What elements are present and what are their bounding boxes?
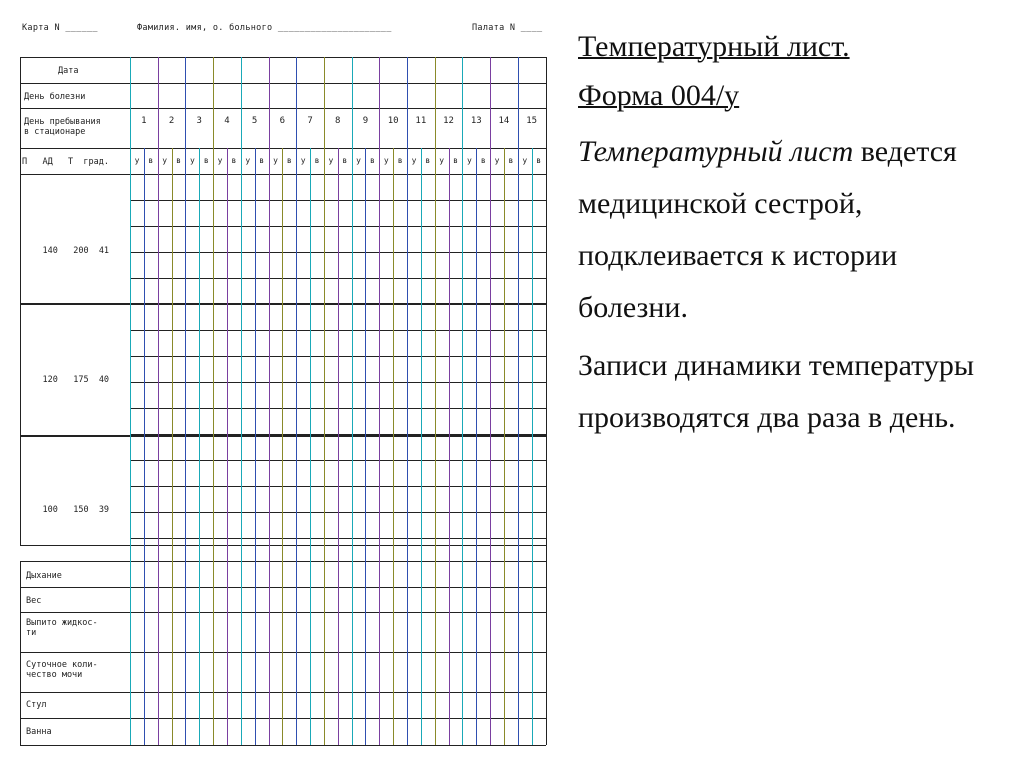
- slide-title: [578, 22, 998, 120]
- evening-shift-label: в: [342, 156, 348, 165]
- temperature-value: 41: [98, 246, 110, 256]
- day-number-label: 1: [141, 116, 147, 126]
- morning-shift-label: у: [273, 156, 278, 165]
- pulse-value: 120: [42, 375, 58, 385]
- shift-column-line: [338, 148, 339, 745]
- row-label-breathing: Дыхание: [26, 571, 62, 581]
- scale-label-100: [22, 495, 109, 525]
- slide-text: [578, 22, 998, 444]
- morning-shift-label: у: [439, 156, 445, 165]
- morning-shift-label: у: [494, 156, 500, 165]
- evening-shift-label: в: [259, 156, 265, 165]
- shift-column-line: [199, 148, 200, 745]
- evening-shift-label: в: [370, 156, 375, 165]
- morning-shift-label: у: [245, 156, 251, 165]
- shift-column-line: [421, 148, 422, 745]
- blood-pressure-value: 150: [73, 505, 89, 515]
- day-number-label: 2: [168, 116, 175, 126]
- day-number-label: 13: [470, 116, 482, 126]
- day-number-label: 9: [362, 116, 369, 126]
- card-number-field: Карта N ______: [22, 23, 98, 33]
- day-number-label: 7: [307, 116, 313, 126]
- morning-shift-label: у: [300, 156, 306, 165]
- shift-column-line: [227, 148, 228, 745]
- grid-line-horizontal: [20, 57, 546, 58]
- patient-name-field: Фамилия. имя, о. больного _____________________: [137, 23, 392, 33]
- row-label-date: Дата: [58, 66, 79, 76]
- evening-shift-label: в: [148, 156, 154, 165]
- slide-title-line1: Температурный лист.: [578, 30, 850, 63]
- shift-column-line: [310, 148, 311, 745]
- evening-shift-label: в: [480, 156, 486, 165]
- day-number-label: 10: [387, 116, 399, 126]
- morning-shift-label: у: [328, 156, 334, 165]
- day-number-label: 4: [224, 116, 230, 126]
- shift-column-line: [449, 148, 450, 745]
- evening-shift-label: в: [453, 156, 458, 165]
- morning-shift-label: у: [162, 156, 168, 165]
- day-number-label: 5: [251, 116, 258, 126]
- morning-shift-label: у: [217, 156, 223, 165]
- row-label-fluid-intake: Выпито жидкос- ти: [26, 618, 98, 638]
- shift-column-line: [172, 148, 173, 745]
- grid-border-right: [546, 57, 547, 745]
- morning-shift-label: у: [466, 156, 472, 165]
- evening-shift-label: в: [286, 156, 292, 165]
- shift-column-line: [476, 148, 477, 745]
- day-number-label: 15: [526, 116, 538, 126]
- evening-shift-label: в: [425, 156, 431, 165]
- blood-pressure-value: 200: [73, 246, 89, 256]
- day-number-label: 12: [443, 116, 454, 126]
- row-label-day-of-stay: День пребывания в стационаре: [24, 117, 101, 137]
- evening-shift-label: в: [176, 156, 181, 165]
- grid-line-horizontal: [20, 745, 546, 746]
- temperature-value: 39: [98, 505, 110, 515]
- day-number-label: 6: [279, 116, 286, 126]
- grid-border-left: [20, 561, 21, 745]
- grid-line-horizontal: [20, 83, 546, 84]
- shift-column-line: [532, 148, 533, 745]
- evening-shift-label: в: [203, 156, 209, 165]
- morning-shift-label: у: [522, 156, 528, 165]
- morning-shift-label: у: [134, 156, 140, 165]
- shift-column-line: [255, 148, 256, 745]
- row-label-columns: П АД Т град.: [22, 157, 109, 167]
- paragraph-purpose-text: ведется медицинской сестрой, подклеивается к истории болезни.: [578, 135, 957, 324]
- morning-shift-label: у: [356, 156, 361, 165]
- shift-column-line: [365, 148, 366, 745]
- shift-column-line: [393, 148, 394, 745]
- evening-shift-label: в: [314, 156, 320, 165]
- scale-label-120: [22, 365, 109, 395]
- shift-column-line: [144, 148, 145, 745]
- row-label-urine-volume: Суточное коли- чество мочи: [26, 660, 98, 680]
- paragraph-frequency: Записи динамики температуры производятся два раза в день.: [578, 349, 974, 434]
- day-number-label: 11: [415, 116, 427, 126]
- morning-shift-label: у: [383, 156, 389, 165]
- row-label-bath: Ванна: [26, 727, 52, 737]
- blood-pressure-value: 175: [73, 375, 89, 385]
- evening-shift-label: в: [508, 156, 514, 165]
- term-temperature-sheet: Температурный лист: [578, 135, 854, 168]
- evening-shift-label: в: [397, 156, 403, 165]
- shift-column-line: [282, 148, 283, 745]
- day-number-label: 8: [335, 116, 341, 126]
- pulse-value: 140: [42, 246, 58, 256]
- row-label-day-of-illness: День болезни: [24, 92, 86, 102]
- evening-shift-label: в: [536, 156, 542, 165]
- morning-shift-label: у: [189, 156, 195, 165]
- day-number-label: 3: [196, 116, 202, 126]
- day-number-label: 14: [498, 116, 510, 126]
- row-label-stool: Стул: [26, 700, 47, 710]
- shift-column-line: [504, 148, 505, 745]
- ward-number-field: Палата N ____: [472, 23, 543, 33]
- grid-line-horizontal: [20, 108, 546, 109]
- slide-title-line2: Форма 004/у: [578, 79, 740, 112]
- scale-label-140: [22, 236, 109, 266]
- evening-shift-label: в: [231, 156, 237, 165]
- pulse-value: 100: [42, 505, 58, 515]
- grid-border-left: [20, 57, 21, 545]
- morning-shift-label: у: [411, 156, 417, 165]
- paragraph-purpose: [578, 126, 998, 334]
- row-label-weight: Вес: [26, 596, 42, 606]
- temperature-value: 40: [98, 375, 110, 385]
